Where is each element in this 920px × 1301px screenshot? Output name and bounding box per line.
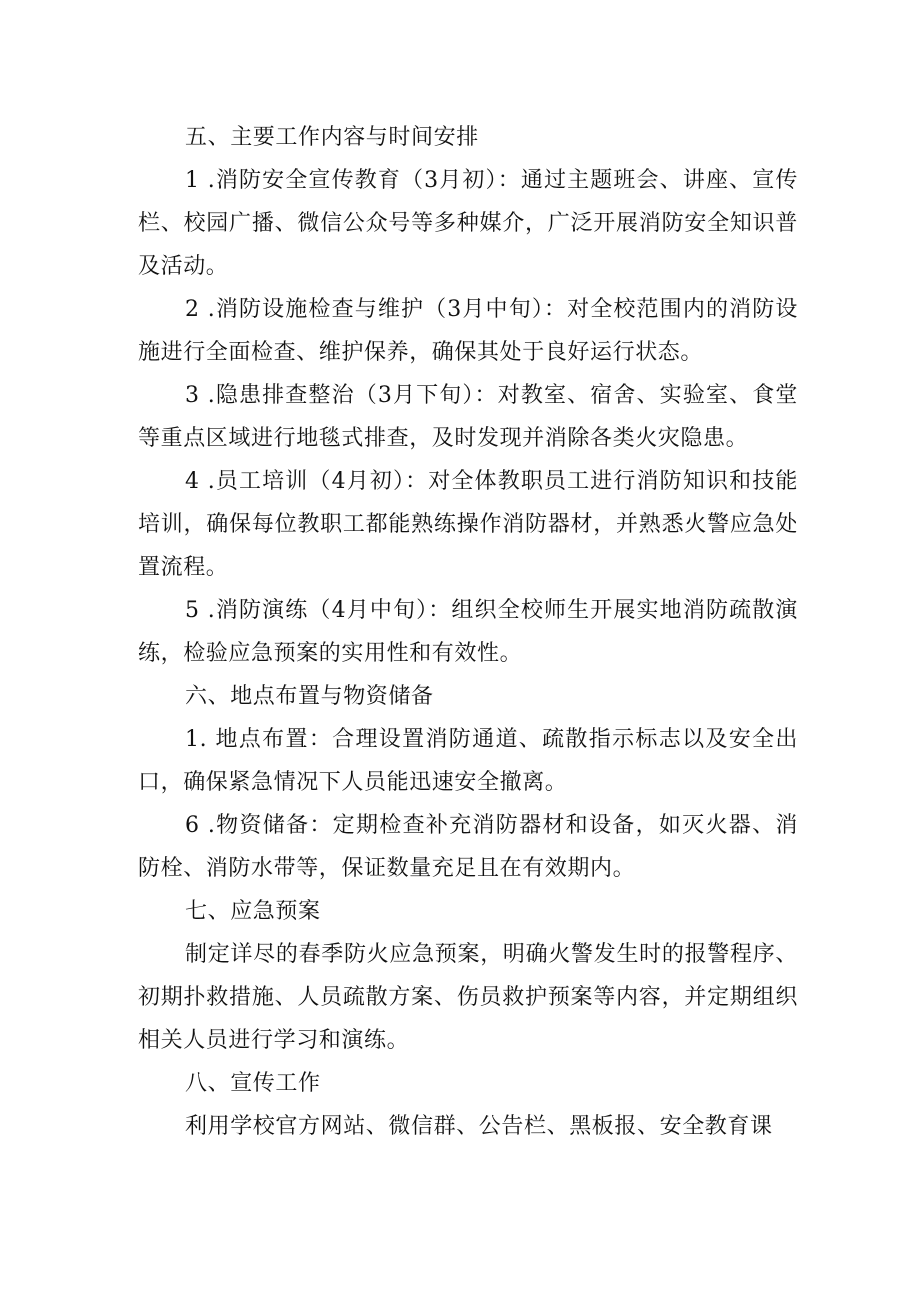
section-heading-publicity: 八、宣传工作	[185, 1071, 321, 1096]
section-heading-site-supplies: 六、地点布置与物资储备	[185, 684, 434, 709]
section-heading-work-content: 五、主要工作内容与时间安排	[185, 125, 479, 150]
work-item-facility-inspection: 2 .消防设施检查与维护（3月中旬）：对全校范围内的消防设施进行全面检查、维护保养，确保其处于良好运行状态。	[138, 297, 798, 365]
work-item-fire-drill: 5 .消防演练（4月中旬）：组织全校师生开展实地消防疏散演练，检验应急预案的实用性和有效性。	[138, 598, 798, 666]
site-item-layout: 1. 地点布置：合理设置消防通道、疏散指示标志以及安全出口，确保紧急情况下人员能迅速安全撤离。	[138, 727, 798, 795]
work-item-hazard-check: 3 .隐患排查整治（3月下旬）：对教室、宿舍、实验室、食堂等重点区域进行地毯式排查，及时发现并消除各类火灾隐患。	[138, 383, 798, 451]
section-heading-emergency-plan: 七、应急预案	[185, 899, 321, 924]
document-body	[138, 116, 798, 1148]
work-item-fire-education: 1 .消防安全宣传教育（3月初）：通过主题班会、讲座、宣传栏、校园广播、微信公众号等多种媒介，广泛开展消防安全知识普及活动。	[138, 168, 798, 279]
site-item-supplies: 6 .物资储备：定期检查补充消防器材和设备，如灭火器、消防栓、消防水带等，保证数量充足且在有效期内。	[138, 813, 798, 881]
emergency-plan-body: 制定详尽的春季防火应急预案，明确火警发生时的报警程序、初期扑救措施、人员疏散方案、伤员救护预案等内容，并定期组织相关人员进行学习和演练。	[138, 942, 798, 1053]
publicity-body: 利用学校官方网站、微信群、公告栏、黑板报、安全教育课	[185, 1114, 773, 1139]
work-item-staff-training: 4 .员工培训（4月初）：对全体教职员工进行消防知识和技能培训，确保每位教职工都能熟练操作消防器材，并熟悉火警应急处置流程。	[138, 469, 798, 580]
